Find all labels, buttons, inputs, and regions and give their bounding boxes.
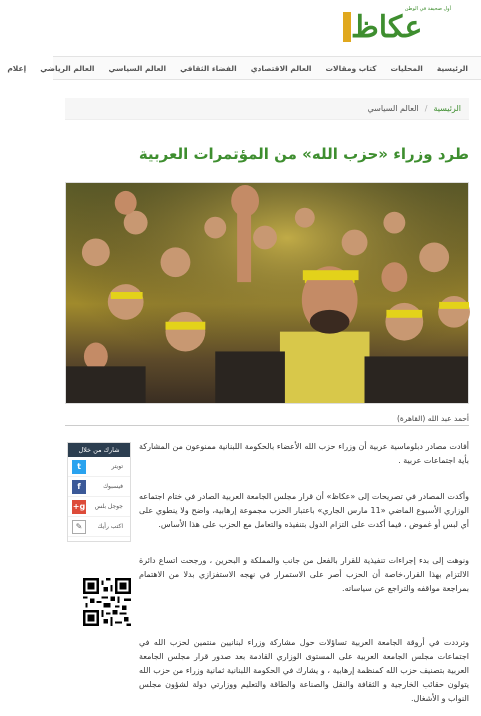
logo-tagline: أول صحيفة في الوطن: [404, 6, 451, 12]
share-box: [67, 442, 131, 542]
nav-item-politics[interactable]: العالم السياسي: [108, 63, 167, 73]
spacer: [53, 80, 481, 98]
photo-caption-bar: [65, 412, 469, 426]
nav-item-local[interactable]: المحليات: [390, 63, 423, 73]
nav-item-culture[interactable]: الفضاء الثقافي: [180, 63, 237, 73]
logo-wordmark: عكاظ: [351, 10, 423, 45]
crowd-photo-illustration: [66, 183, 468, 403]
breadcrumb-current[interactable]: العالم السياسي: [367, 104, 419, 113]
google-plus-icon: g+: [72, 500, 86, 514]
breadcrumb-home[interactable]: الرئيسية: [433, 104, 461, 113]
article-text: [139, 440, 469, 706]
facebook-icon: f: [72, 480, 86, 494]
breadcrumb: [65, 98, 469, 120]
article-photo: [65, 182, 469, 404]
article-paragraph-1: أفادت مصادر دبلوماسية عربية أن وزراء حزب الله الأعضاء بالحكومة اللبنانية ممنوعون من المشاركة بأية اجتماعات عربية .: [139, 442, 469, 465]
share-facebook-label: فيسبوك: [103, 483, 123, 490]
comment-button[interactable]: [68, 517, 130, 537]
nav-item-sports[interactable]: العالم الرياضي: [40, 63, 95, 73]
article-paragraph-3: ونوهت إلى بدء إجراءات تنفيذية للقرار بالفعل من جانب والمملكة و البحرين ، ورجحت اتساع دائرة الالتزام بهذا القرار،خاصة أن الحزب أصر على الاستمرار في نهجه الاستفزازي بدلا من الاهتمام بمراجعة مواقفه والتراجع عن سياساته.: [139, 556, 469, 593]
breadcrumb-separator: /: [424, 104, 428, 113]
share-facebook-button[interactable]: [68, 477, 130, 497]
article-paragraph-4: وترددت في أروقة الجامعة العربية تساؤلات حول مشاركة وزراء لبنانيين منتمين لحزب الله في اجتماعات مجلس الجامعة العربية على المستوى الوزاري القادمة بعد صدور قرار مجلس الجامعة العربية بتصنيف حزب الله كمنظمة إرهابية ، و يشارك في الحكومة اللبنانية ثمانية وزراء من حزب الله يتولون حقائب الخارجية و الثقافة والنقل والصناعة والطاقة والتعليم ووزارتي دولة لشؤون مجلس النواب و الأشغال.: [139, 638, 469, 703]
article-body: [65, 426, 469, 716]
nav-item-home[interactable]: الرئيسية: [436, 63, 468, 73]
share-twitter-button[interactable]: [68, 457, 130, 477]
comment-icon: ✎: [72, 520, 86, 534]
nav-item-writers[interactable]: كتاب ومقالات: [325, 63, 377, 73]
twitter-icon: t: [72, 460, 86, 474]
nav-item-economy[interactable]: العالم الاقتصادي: [250, 63, 312, 73]
site-logo[interactable]: [343, 6, 453, 50]
article-title: طرد وزراء «حزب الله» من المؤتمرات العربية: [138, 145, 469, 163]
share-title: شارك من خلال: [68, 443, 130, 457]
site-header: [53, 0, 481, 56]
qr-code-icon: [83, 578, 131, 626]
share-google-label: جوجل بلس: [94, 503, 123, 510]
author-caption: أحمد عبد الله (القاهرة): [396, 414, 469, 423]
share-twitter-label: تويتر: [111, 463, 123, 470]
main-nav: [7, 56, 481, 80]
logo-accent: [343, 12, 351, 42]
share-google-button[interactable]: [68, 497, 130, 517]
article-paragraph-2: وأكدت المصادر في تصريحات إلى «عكاظ» أن قرار مجلس الجامعة العربية الصادر في ختام اجتماعه الوزاري الأسبوع الماضي «11 مارس الجاري» باعتبار الحزب مجموعة إرهابية، واضح ولا ينطوي على أي لبس أو غموض ، فيما أكدت على التزام الدول بتنفيذه والتعامل مع الحزب على هذا الأساس.: [139, 492, 469, 529]
nav-item-media[interactable]: إعلام: [7, 63, 27, 73]
comment-label: اكتب رأيك: [97, 523, 123, 530]
